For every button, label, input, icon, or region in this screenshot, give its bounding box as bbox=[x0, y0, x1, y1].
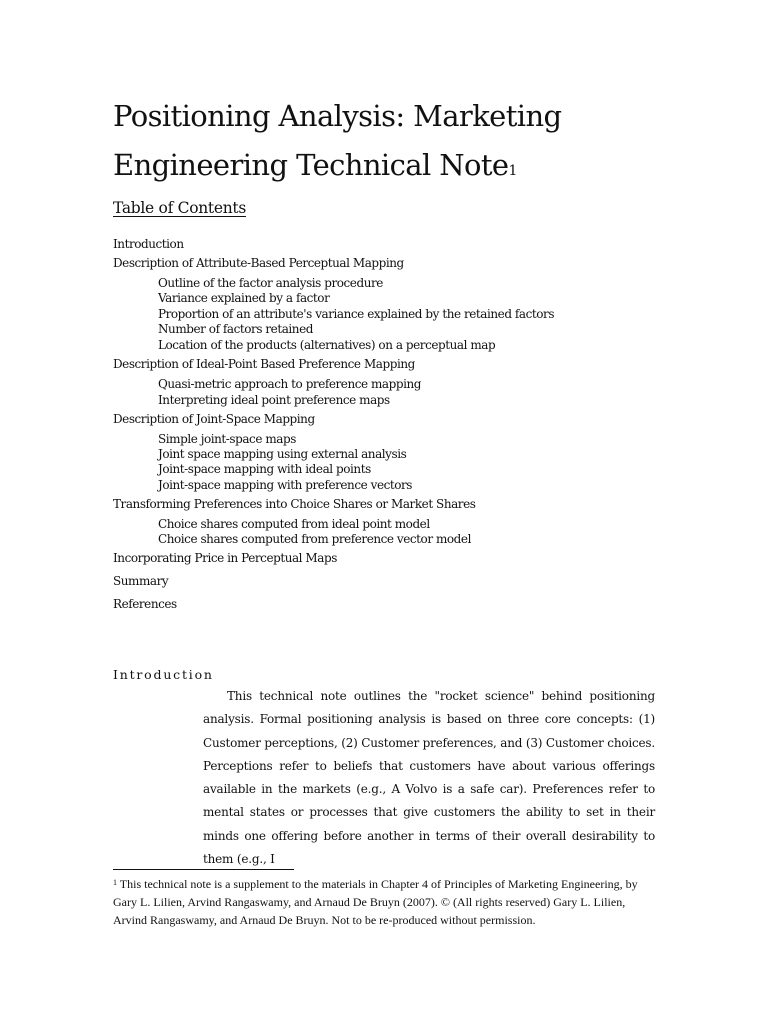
toc-item: Description of Ideal-Point Based Preference Mapping bbox=[113, 357, 415, 371]
toc-item: Quasi-metric approach to preference mapping bbox=[158, 377, 422, 391]
page-title bbox=[113, 92, 673, 190]
toc-heading: Table of Contents bbox=[113, 199, 246, 217]
toc-item: Location of the products (alternatives) on a perceptual map bbox=[158, 338, 496, 352]
toc-item: Description of Joint-Space Mapping bbox=[113, 412, 315, 426]
toc-item: Joint space mapping using external analysis bbox=[158, 447, 407, 461]
toc-item: Proportion of an attribute's variance explained by the retained factors bbox=[158, 307, 555, 321]
title-footnote-marker: 1 bbox=[508, 163, 518, 179]
toc-item: Description of Attribute-Based Perceptual Mapping bbox=[113, 256, 404, 270]
page-title-text: Positioning Analysis: Marketing Engineering Technical Note bbox=[113, 99, 562, 182]
intro-paragraph: This technical note outlines the "rocket science" behind positioning analysis. Formal positioning analysis is based on three core concepts: (1) Customer perceptions, (2) Customer preferences, and (3) Customer choices. Perceptions refer to beliefs that customers have about various offerings available in the markets (e.g., A Volvo is a safe car). Preferences refer to mental states or processes that give customers the ability to set in their minds one offering before another in terms of their overall desirability to them (e.g., I bbox=[203, 689, 655, 867]
footnote-text: This technical note is a supplement to the materials in Chapter 4 of Principles of Marketing Engineering, by Gary L. Lilien, Arvind Rangaswamy, and Arnaud De Bruyn (2007). © (All rights reserved) Gary L. Lilien, Arvind Rangaswamy, and Arnaud De Bruyn. Not to be re-produced without permission. bbox=[113, 877, 638, 927]
toc-item: Interpreting ideal point preference maps bbox=[158, 393, 390, 407]
footnote-marker: 1 bbox=[113, 878, 117, 887]
toc-item: Incorporating Price in Perceptual Maps bbox=[113, 551, 337, 565]
toc-item: Transforming Preferences into Choice Shares or Market Shares bbox=[113, 497, 476, 511]
section-heading-introduction: Introduction bbox=[113, 667, 214, 682]
footnote-divider bbox=[113, 869, 294, 870]
toc-item: Joint-space mapping with ideal points bbox=[158, 462, 371, 476]
footnote bbox=[113, 875, 653, 929]
toc-item: Number of factors retained bbox=[158, 322, 313, 336]
toc-item: Introduction bbox=[113, 237, 184, 251]
toc-item: Joint-space mapping with preference vectors bbox=[158, 478, 413, 492]
toc-item: Choice shares computed from ideal point model bbox=[158, 517, 430, 531]
toc-item: Variance explained by a factor bbox=[158, 291, 330, 305]
toc-item: References bbox=[113, 597, 177, 611]
toc-item: Choice shares computed from preference vector model bbox=[158, 532, 471, 546]
toc-item: Simple joint-space maps bbox=[158, 432, 296, 446]
toc-item: Outline of the factor analysis procedure bbox=[158, 276, 383, 290]
toc-item: Summary bbox=[113, 574, 169, 588]
